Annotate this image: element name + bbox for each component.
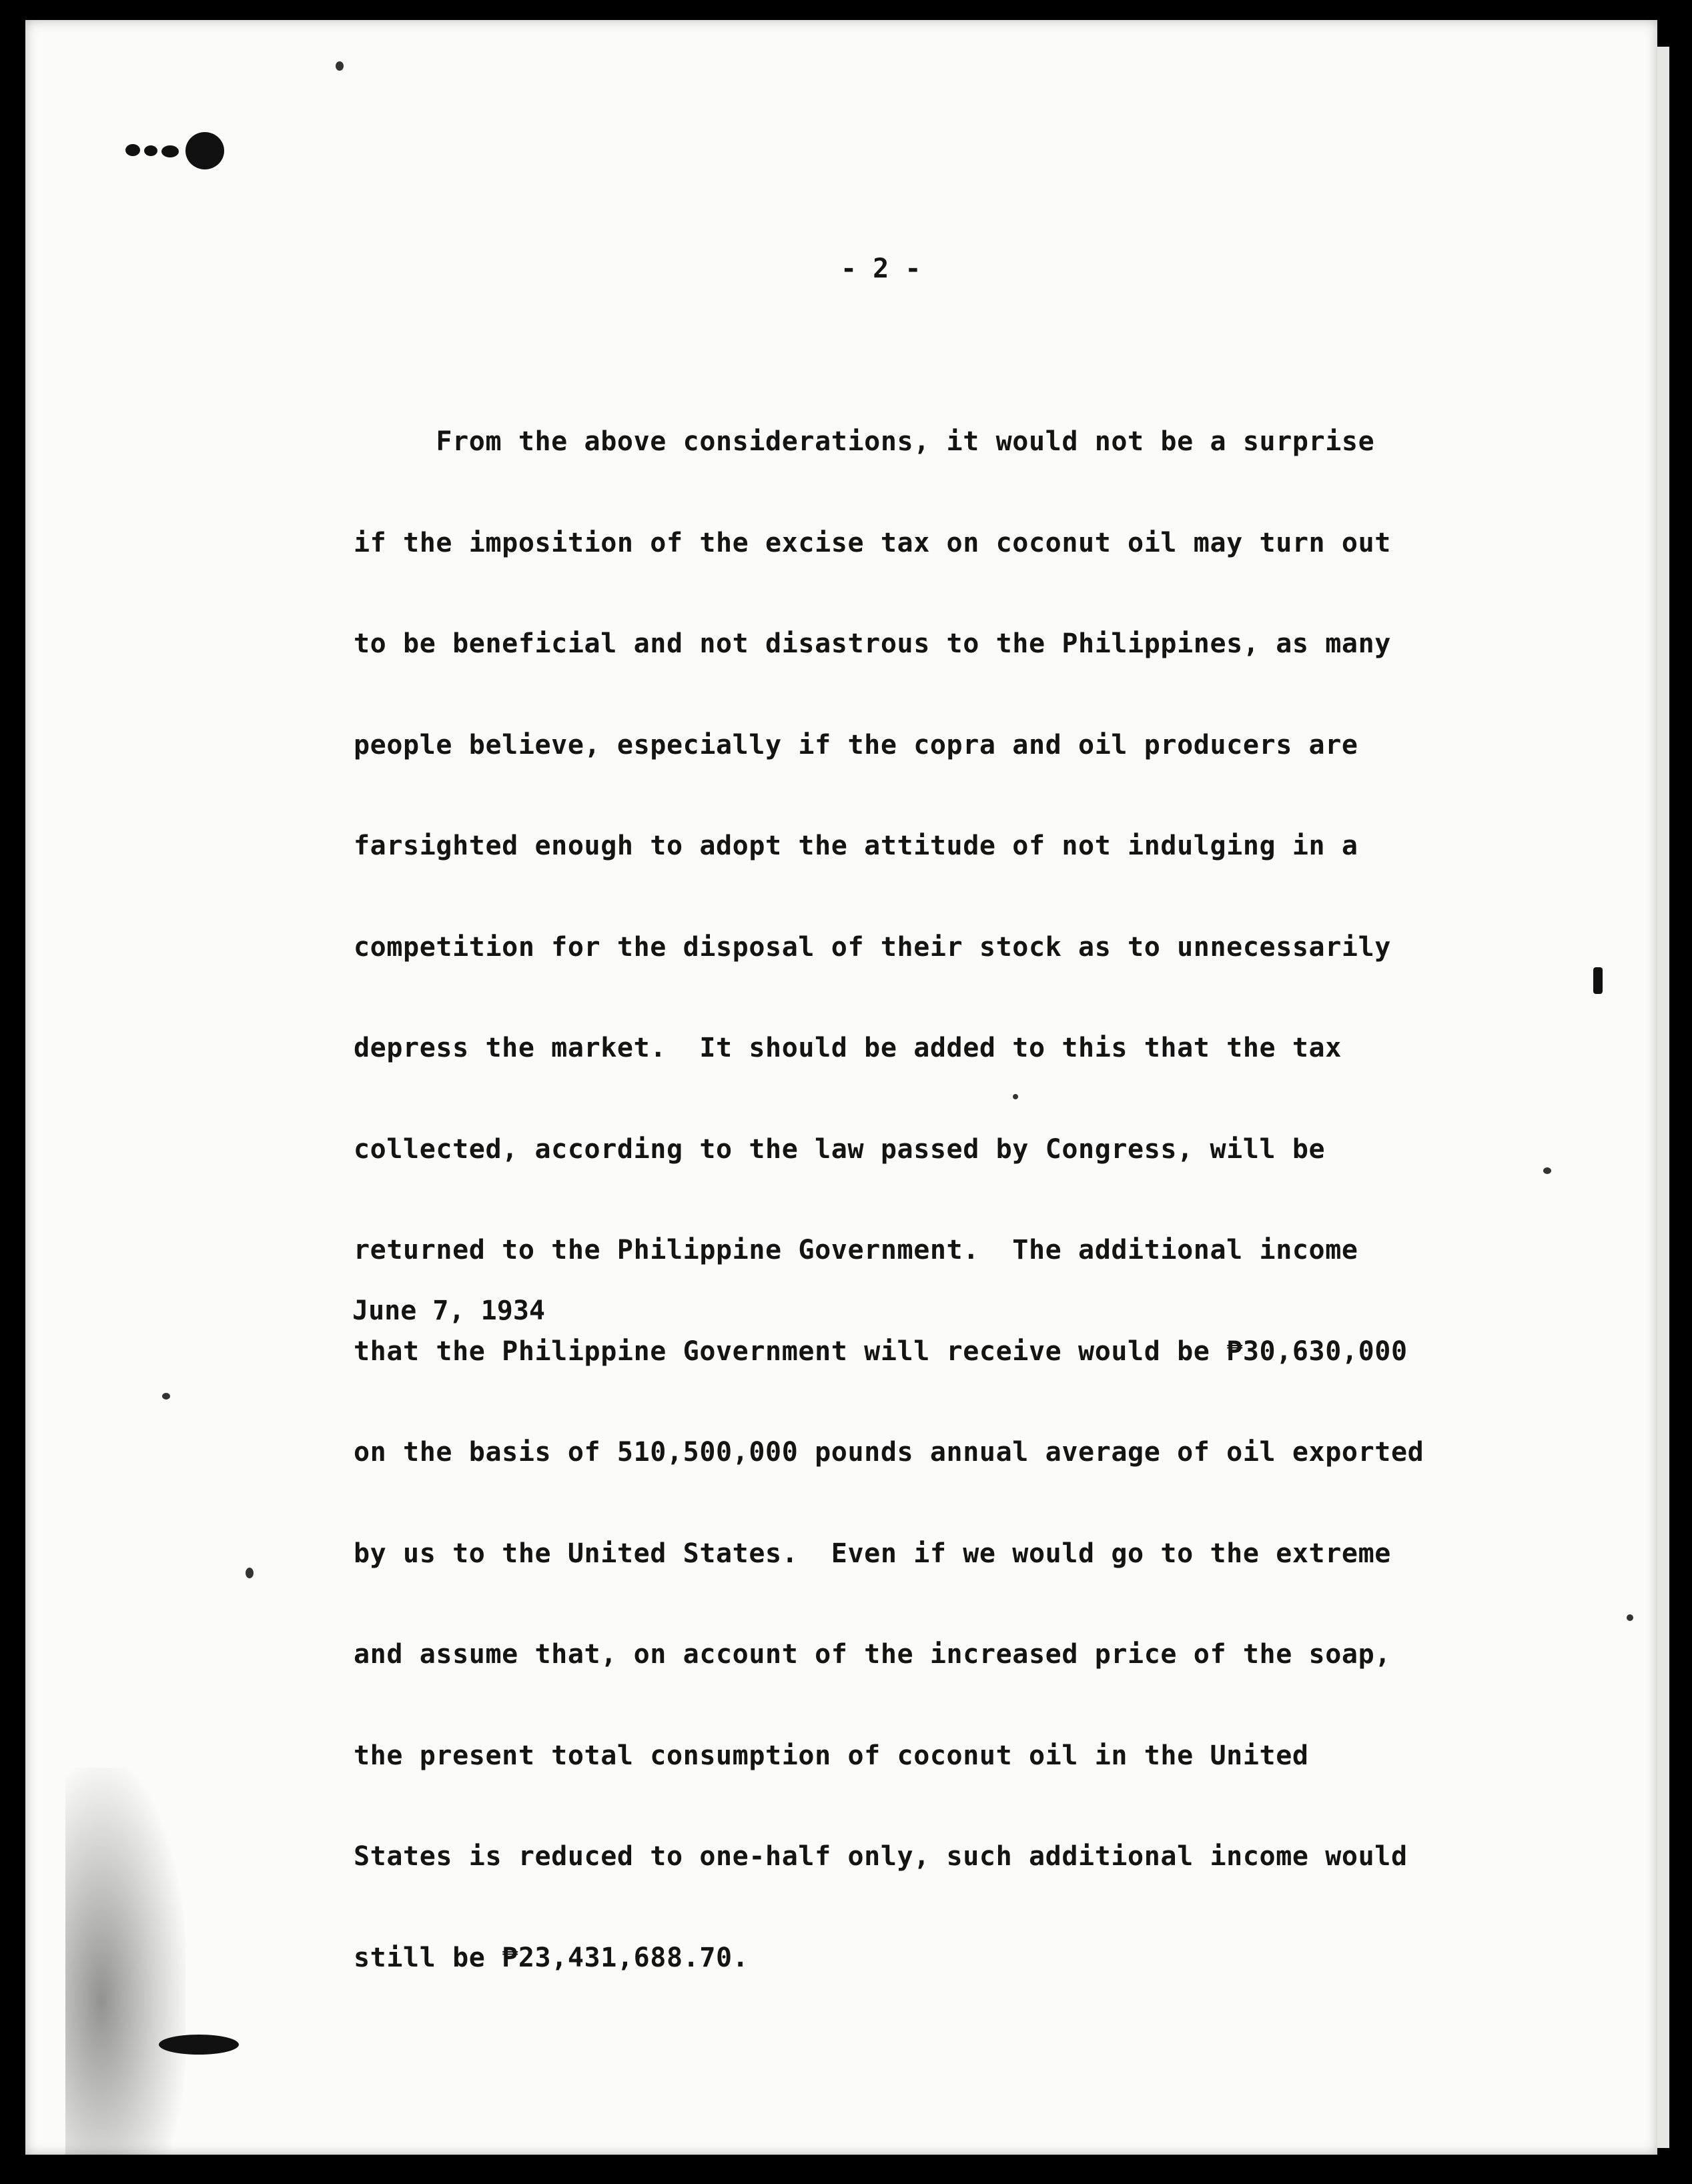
ink-speck: [246, 1568, 254, 1578]
ink-mark: [125, 132, 266, 179]
paragraph-line: and assume that, on account of the increased price of the soap,: [354, 1639, 1391, 1670]
document-date: June 7, 1934: [352, 1295, 545, 1326]
paragraph-line: collected, according to the law passed by Congress, will be: [354, 1133, 1326, 1165]
page-edge: [1657, 47, 1669, 2148]
paragraph-line: farsighted enough to adopt the attitude of not indulging in a: [354, 831, 1358, 861]
paragraph-line: the present total consumption of coconut oil in the United: [354, 1740, 1309, 1771]
paragraph-line: returned to the Philippine Government. The additional income: [354, 1235, 1358, 1265]
ink-speck: [336, 61, 344, 71]
paragraph-line: if the imposition of the excise tax on coconut oil may turn out: [354, 527, 1391, 558]
page-number: - 2 -: [841, 253, 921, 284]
ink-speck: [1627, 1614, 1633, 1621]
paragraph-line: depress the market. It should be added to this that the tax: [354, 1033, 1342, 1063]
paragraph-line: that the Philippine Government will receive would be ₱30,630,000: [354, 1335, 1408, 1367]
paragraph-line: on the basis of 510,500,000 pounds annual average of oil exported: [354, 1437, 1424, 1468]
ink-speck: [1593, 967, 1603, 994]
paragraph-line: still be ₱23,431,688.70.: [354, 1942, 749, 1973]
paragraph-line: States is reduced to one-half only, such additional income would: [354, 1841, 1408, 1872]
body-paragraph: [354, 358, 1461, 2009]
scan-smudge: [65, 1768, 185, 2155]
ink-speck: [162, 1393, 170, 1400]
paragraph-line: competition for the disposal of their stock as to unnecessarily: [354, 931, 1391, 963]
paragraph-line: people believe, especially if the copra and oil producers are: [354, 729, 1358, 760]
paragraph-line: to be beneficial and not disastrous to the Philippines, as many: [354, 628, 1391, 659]
ink-speck: [1543, 1167, 1551, 1174]
ink-speck: [159, 2035, 239, 2055]
paragraph-line: From the above considerations, it would not be a surprise: [354, 426, 1375, 457]
paragraph-line: by us to the United States. Even if we would go to the extreme: [354, 1538, 1391, 1569]
